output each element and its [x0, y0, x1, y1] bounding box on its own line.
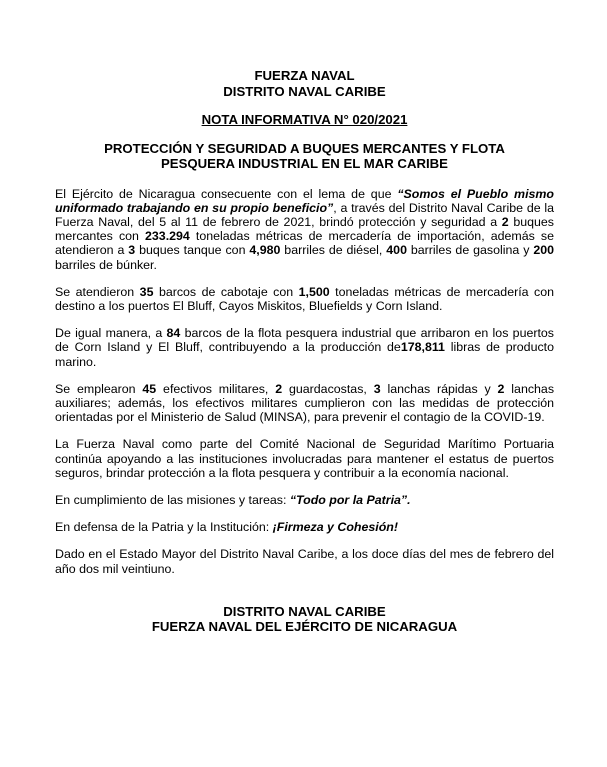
paragraph-4 — [55, 382, 554, 425]
text: Se emplearon — [55, 381, 143, 396]
paragraph-2 — [55, 285, 554, 313]
document-closing — [55, 604, 554, 635]
text: buques mercantes con — [55, 214, 555, 244]
text: toneladas métricas de mercadería de importación, además se atendieron a — [55, 229, 554, 258]
motto-text: “Somos el Pueblo mismo uniformado trabajando en su propio beneficio” — [55, 186, 554, 215]
number-efectivos: 45 — [142, 381, 157, 396]
closing-line-2: FUERZA NAVAL DEL EJÉRCITO DE NICARAGUA — [151, 619, 458, 635]
document-title — [55, 141, 554, 172]
text: En defensa de la Patria y la Institución: — [55, 520, 273, 535]
document-header — [55, 68, 554, 172]
header-line-distrito: DISTRITO NAVAL CARIBE — [223, 83, 386, 99]
paragraph-3 — [55, 326, 554, 369]
text: buques tanque con — [135, 243, 250, 258]
text: , a través del Distrito Naval Caribe de la Fuerza Naval, del 5 al 11 de febrero de 2021, brindó protección y seguridad a — [55, 200, 554, 229]
number-toneladas: 233.294 — [145, 229, 190, 244]
number-guardacostas: 2 — [275, 381, 283, 396]
number-lanchas-auxiliares: 2 — [497, 381, 505, 396]
text: guardacostas, — [282, 381, 374, 396]
text: barcos de la flota pesquera industrial que arribaron en los puertos de Corn Island y El Bluff, contribuyendo a la producción de — [55, 326, 555, 355]
closing-line-1: DISTRITO NAVAL CARIBE — [223, 603, 386, 619]
paragraph-7 — [55, 520, 554, 534]
text: lanchas auxiliares; además, los efectivos militares cumplieron con las medidas de protección orientadas por el Ministerio de Salud (MINSA), para prevenir el contagio de la COVID-19. — [55, 381, 555, 425]
text: barriles de gasolina y — [406, 243, 534, 258]
paragraph-5: La Fuerza Naval como parte del Comité Nacional de Seguridad Marítimo Portuaria continúa apoyando a las instituciones involucradas para mantener el estatus de puertos seguros, brindar protección a la flota pesquera y contribuir a la economía nacional. — [55, 437, 554, 480]
slogan-text: “Todo por la Patria”. — [289, 492, 411, 507]
header-line-fuerza-naval: FUERZA NAVAL — [254, 68, 355, 83]
note-number: NOTA INFORMATIVA N° 020/2021 — [201, 112, 408, 127]
number-bunker: 200 — [533, 243, 554, 258]
number-barcos: 35 — [139, 284, 154, 299]
number-lanchas-rapidas: 3 — [373, 381, 381, 396]
text: lanchas rápidas y — [380, 381, 498, 396]
number-toneladas: 1,500 — [298, 284, 330, 299]
title-line-1: PROTECCIÓN Y SEGURIDAD A BUQUES MERCANTES Y FLOTA — [104, 140, 505, 156]
paragraph-6 — [55, 493, 554, 507]
number-gasolina: 400 — [386, 243, 407, 258]
number-libras: 178,811 — [400, 340, 445, 355]
number-tanque: 3 — [128, 243, 136, 258]
text: libras de producto marino. — [55, 340, 554, 369]
text: barriles de búnker. — [55, 257, 157, 272]
number-barcos: 84 — [166, 326, 181, 341]
text: barriles de diésel, — [280, 243, 387, 258]
text: barcos de cabotaje con — [153, 284, 299, 299]
number-buques: 2 — [501, 214, 509, 229]
paragraph-8: Dado en el Estado Mayor del Distrito Naval Caribe, a los doce días del mes de febrero del año dos mil veintiuno. — [55, 547, 554, 576]
text: En cumplimiento de las misiones y tareas: — [55, 492, 290, 507]
text: toneladas métricas de mercadería con destino a los puertos El Bluff, Cayos Miskitos, Bluefields y Corn Island. — [55, 284, 554, 313]
slogan-text: ¡Firmeza y Cohesión! — [272, 520, 398, 535]
title-line-2: PESQUERA INDUSTRIAL EN EL MAR CARIBE — [161, 156, 448, 171]
text: El Ejército de Nicaragua consecuente con el lema de que — [55, 186, 398, 201]
paragraph-1 — [55, 187, 554, 272]
text: Se atendieron — [55, 284, 140, 299]
number-diesel: 4,980 — [249, 243, 281, 258]
text: De igual manera, a — [55, 326, 167, 341]
text: efectivos militares, — [156, 381, 276, 396]
